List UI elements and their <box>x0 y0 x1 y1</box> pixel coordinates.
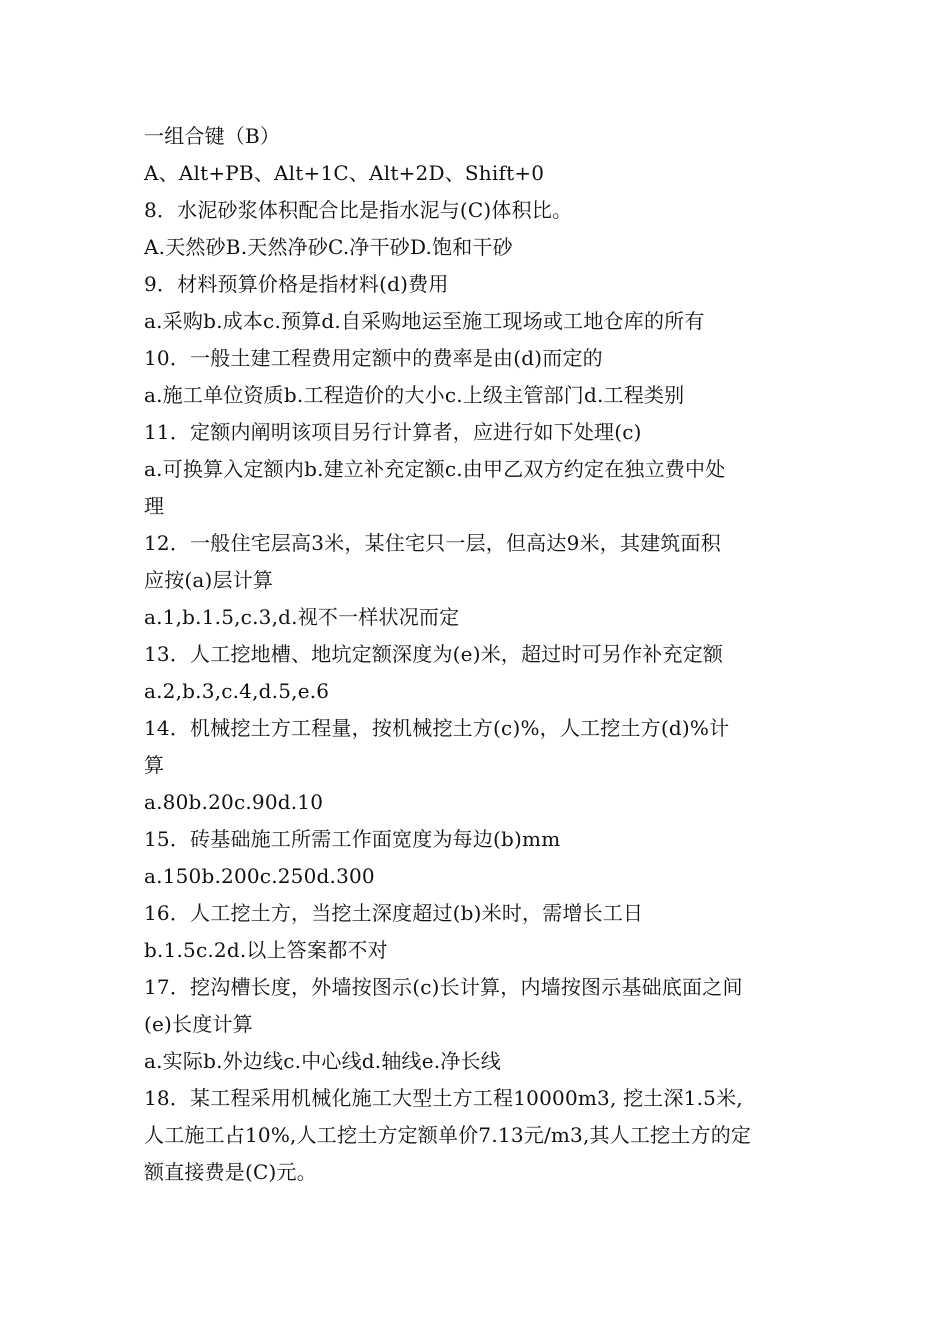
question-14: 14．机械挖土方工程量，按机械挖土方(c)%，人工挖土方(d)%计 <box>144 716 730 740</box>
question-18: 18．某工程采用机械化施工大型土方工程10000m3, 挖土深1.5米, <box>144 1086 743 1110</box>
options-11-continued: 理 <box>144 494 165 518</box>
options-16: b.1.5c.2d.以上答案都不对 <box>144 938 388 962</box>
options-8: A.天然砂B.天然净砂C.净干砂D.饱和干砂 <box>144 235 513 259</box>
question-16: 16．人工挖土方，当挖土深度超过(b)米时，需增长工日 <box>144 901 644 925</box>
question-13: 13．人工挖地槽、地坑定额深度为(e)米，超过时可另作补充定额 <box>144 642 724 666</box>
question-18-end: 额直接费是(C)元。 <box>144 1160 317 1184</box>
document-body <box>144 118 814 1191</box>
options-12: a.1,b.1.5,c.3,d.视不一样状况而定 <box>144 605 460 629</box>
question-18-continued: 人工施工占10%,人工挖土方定额单价7.13元/m3,其人工挖土方的定 <box>144 1123 752 1147</box>
text-line: 一组合键（B） <box>144 124 281 148</box>
question-12: 12．一般住宅层高3米，某住宅只一层，但高达9米，其建筑面积 <box>144 531 721 555</box>
options-17: a.实际b.外边线c.中心线d.轴线e.净长线 <box>144 1049 501 1073</box>
question-15: 15．砖基础施工所需工作面宽度为每边(b)mm <box>144 827 561 851</box>
question-17-continued: (e)长度计算 <box>144 1012 253 1036</box>
options-13: a.2,b.3,c.4,d.5,e.6 <box>144 679 330 703</box>
question-8: 8．水泥砂浆体积配合比是指水泥与(C)体积比。 <box>144 198 573 222</box>
question-14-continued: 算 <box>144 753 165 777</box>
options-15: a.150b.200c.250d.300 <box>144 864 375 888</box>
options-14: a.80b.20c.90d.10 <box>144 790 324 814</box>
question-11: 11．定额内阐明该项目另行计算者，应进行如下处理(c) <box>144 420 642 444</box>
options-10: a.施工单位资质b.工程造价的大小c.上级主管部门d.工程类别 <box>144 383 685 407</box>
question-10: 10．一般土建工程费用定额中的费率是由(d)而定的 <box>144 346 603 370</box>
question-17: 17．挖沟槽长度，外墙按图示(c)长计算，内墙按图示基础底面之间 <box>144 975 743 999</box>
question-12-continued: 应按(a)层计算 <box>144 568 274 592</box>
options-9: a.采购b.成本c.预算d.自采购地运至施工现场或工地仓库的所有 <box>144 309 705 333</box>
options-11: a.可换算入定额内b.建立补充定额c.由甲乙双方约定在独立费中处 <box>144 457 726 481</box>
question-9: 9．材料预算价格是指材料(d)费用 <box>144 272 449 296</box>
text-line: A、Alt+PB、Alt+1C、Alt+2D、Shift+0 <box>144 161 545 185</box>
